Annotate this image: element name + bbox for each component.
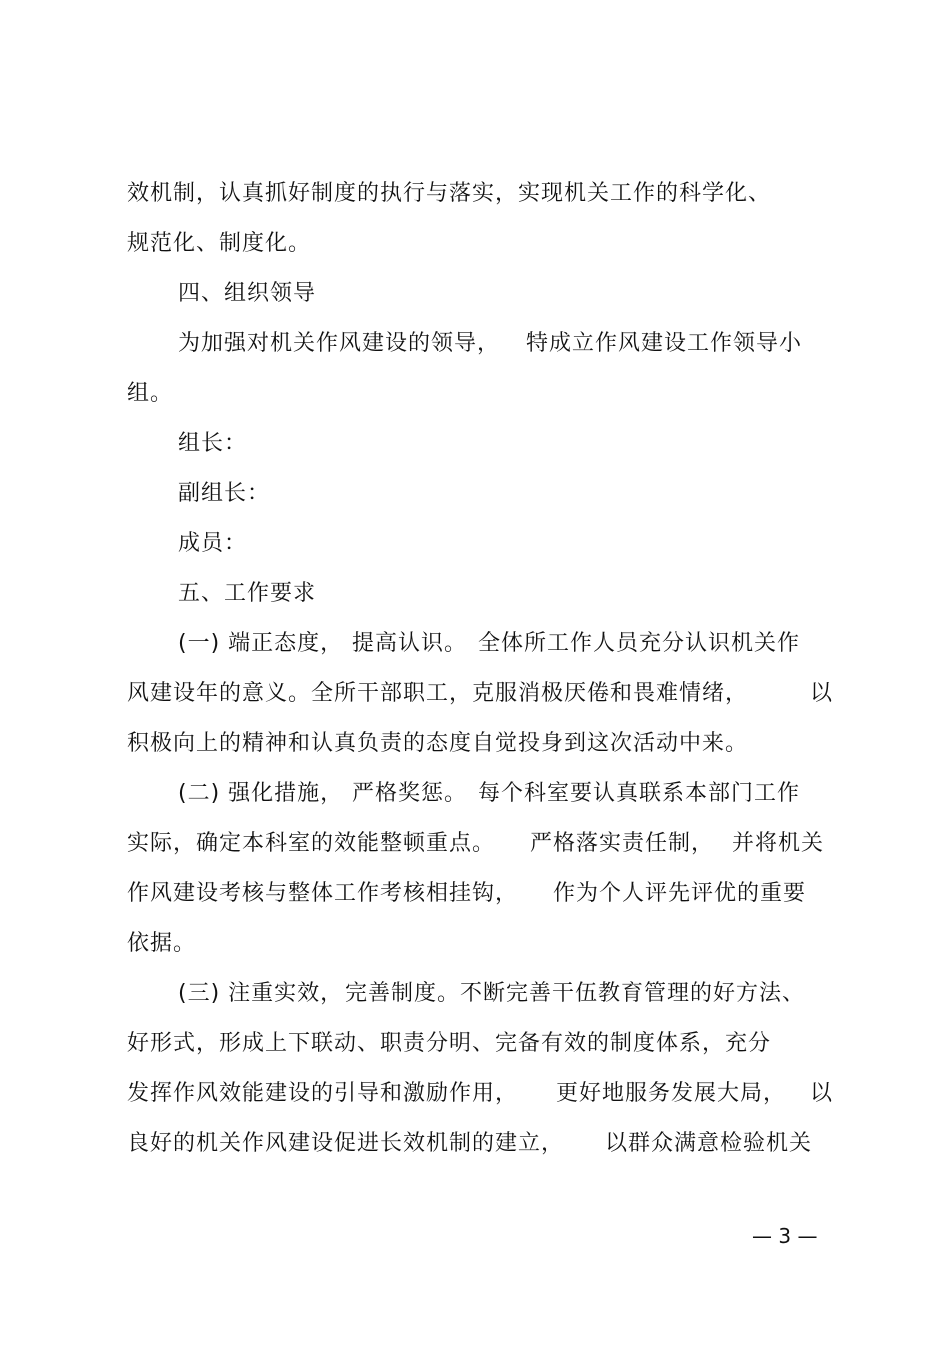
item-1-text-c: 以: [810, 681, 834, 706]
item-1-label: (一) 端正态度，: [178, 631, 344, 656]
item-1-title: 提高认识。: [352, 631, 468, 656]
item-3-text-e: 以: [810, 1081, 834, 1106]
item-3-text-a: 完善制度。不断完善干伍教育管理的好方法、: [345, 981, 806, 1006]
item-2-text-e: 作风建设考核与整体工作考核相挂钩，: [127, 881, 519, 906]
item-1-text-d: 积极向上的精神和认真负责的态度自觉投身到这次活动中来。: [127, 731, 749, 756]
members-label: 成员：: [178, 531, 248, 556]
item-2-text-f: 作为个人评先评优的重要: [553, 881, 807, 906]
text-line-4b: 特成立作风建设工作领导小: [526, 331, 803, 356]
item-3-text-c: 发挥作风效能建设的引导和激励作用，: [127, 1081, 519, 1106]
item-3-text-d: 更好地服务发展大局，: [556, 1081, 787, 1106]
text-line-5: 组。: [127, 381, 174, 406]
item-2-label: (二) 强化措施，: [178, 781, 344, 806]
item-3-text-f: 良好的机关作风建设促进长效机制的建立，: [127, 1131, 565, 1156]
deputy-leader-label: 副组长：: [178, 481, 271, 506]
item-2-text-d: 并将机关: [732, 831, 825, 856]
item-3-label: (三) 注重实效，: [178, 981, 344, 1006]
text-line-1: 效机制，认真抓好制度的执行与落实，实现机关工作的科学化、: [127, 181, 772, 206]
leader-label: 组长：: [178, 431, 248, 456]
item-2-text-c: 严格落实责任制，: [530, 831, 715, 856]
item-1-text-b: 风建设年的意义。全所干部职工，克服消极厌倦和畏难情绪，: [127, 681, 749, 706]
item-2-title: 严格奖惩。: [352, 781, 468, 806]
item-2-text-b: 实际，确定本科室的效能整顿重点。: [127, 831, 496, 856]
text-line-2: 规范化、制度化。: [127, 231, 312, 256]
section-heading-4: 四、组织领导: [178, 281, 317, 306]
item-3-text-b: 好形式，形成上下联动、职责分明、完备有效的制度体系，充分: [127, 1031, 772, 1056]
section-heading-5: 五、工作要求: [178, 581, 317, 606]
item-2-text-g: 依据。: [127, 931, 197, 956]
item-2-text-a: 每个科室要认真联系本部门工作: [478, 781, 801, 806]
text-line-4a: 为加强对机关作风建设的领导，: [178, 331, 501, 356]
item-3-text-g: 以群众满意检验机关: [605, 1131, 813, 1156]
page-number: — 3 —: [752, 1224, 818, 1248]
item-1-text-a: 全体所工作人员充分认识机关作: [478, 631, 801, 656]
